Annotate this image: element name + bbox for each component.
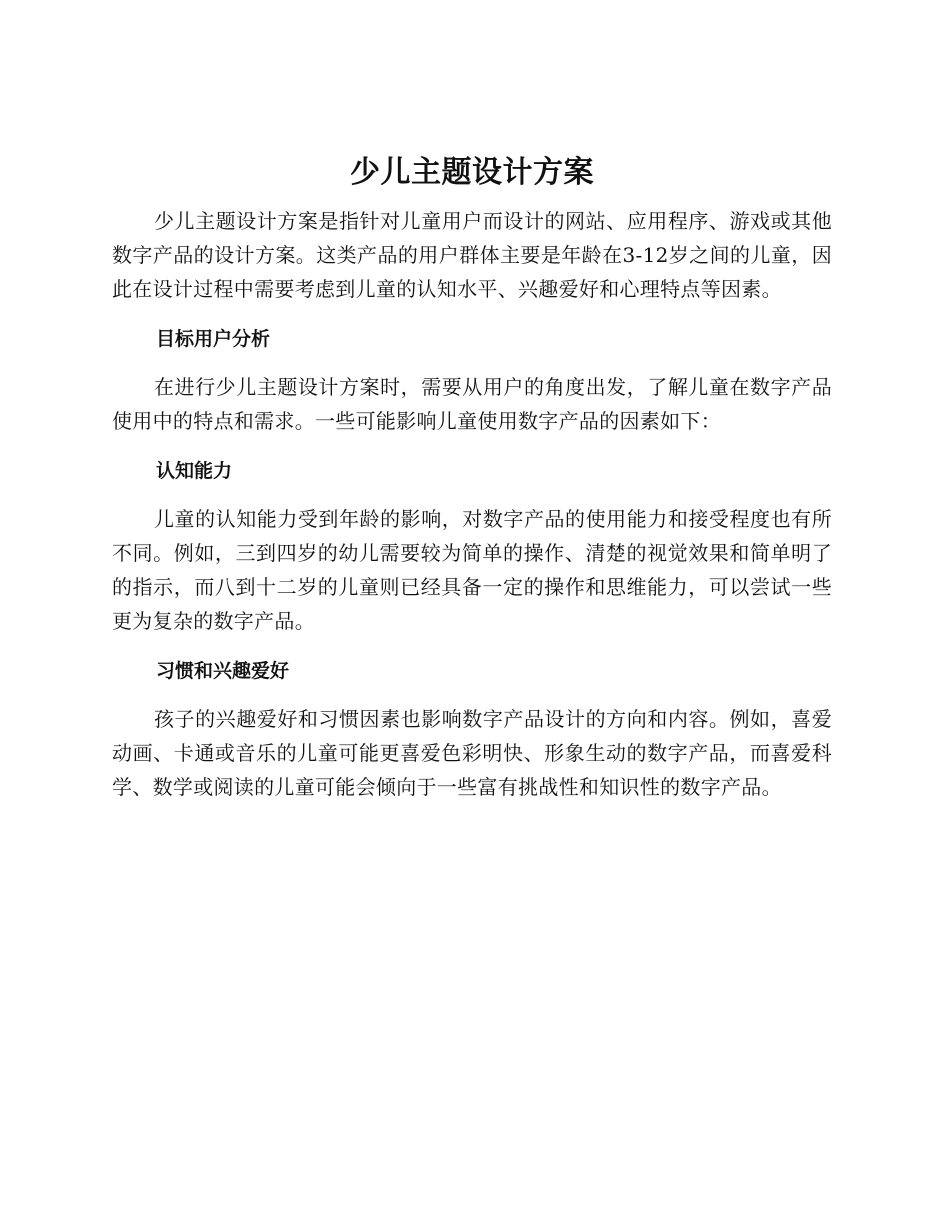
section-cognitive-ability (112, 456, 832, 638)
section-paragraph: 孩子的兴趣爱好和习惯因素也影响数字产品设计的方向和内容。例如，喜爱动画、卡通或音乐的儿童可能更喜爱色彩明快、形象生动的数字产品，而喜爱科学、数学或阅读的儿童可能会倾向于一些富有挑战性和知识性的数字产品。 (112, 707, 832, 799)
document-title: 少儿主题设计方案 (350, 155, 594, 190)
section-heading: 认知能力 (156, 460, 233, 482)
intro-paragraph: 少儿主题设计方案是指针对儿童用户而设计的网站、应用程序、游戏或其他数字产品的设计方案。这类产品的用户群体主要是年龄在3-12岁之间的儿童，因此在设计过程中需要考虑到儿童的认知水平、兴趣爱好和心理特点等因素。 (112, 209, 832, 301)
section-heading: 习惯和兴趣爱好 (156, 660, 290, 682)
section-paragraph: 在进行少儿主题设计方案时，需要从用户的角度出发，了解儿童在数字产品使用中的特点和需求。一些可能影响儿童使用数字产品的因素如下： (112, 375, 832, 433)
section-target-users (112, 324, 832, 438)
section-heading: 目标用户分析 (156, 328, 271, 350)
section-paragraph: 儿童的认知能力受到年龄的影响，对数字产品的使用能力和接受程度也有所不同。例如，三到四岁的幼儿需要较为简单的操作、清楚的视觉效果和简单明了的指示，而八到十二岁的儿童则已经具备一定的操作和思维能力，可以尝试一些更为复杂的数字产品。 (112, 507, 832, 633)
section-habits-interests (112, 656, 832, 804)
